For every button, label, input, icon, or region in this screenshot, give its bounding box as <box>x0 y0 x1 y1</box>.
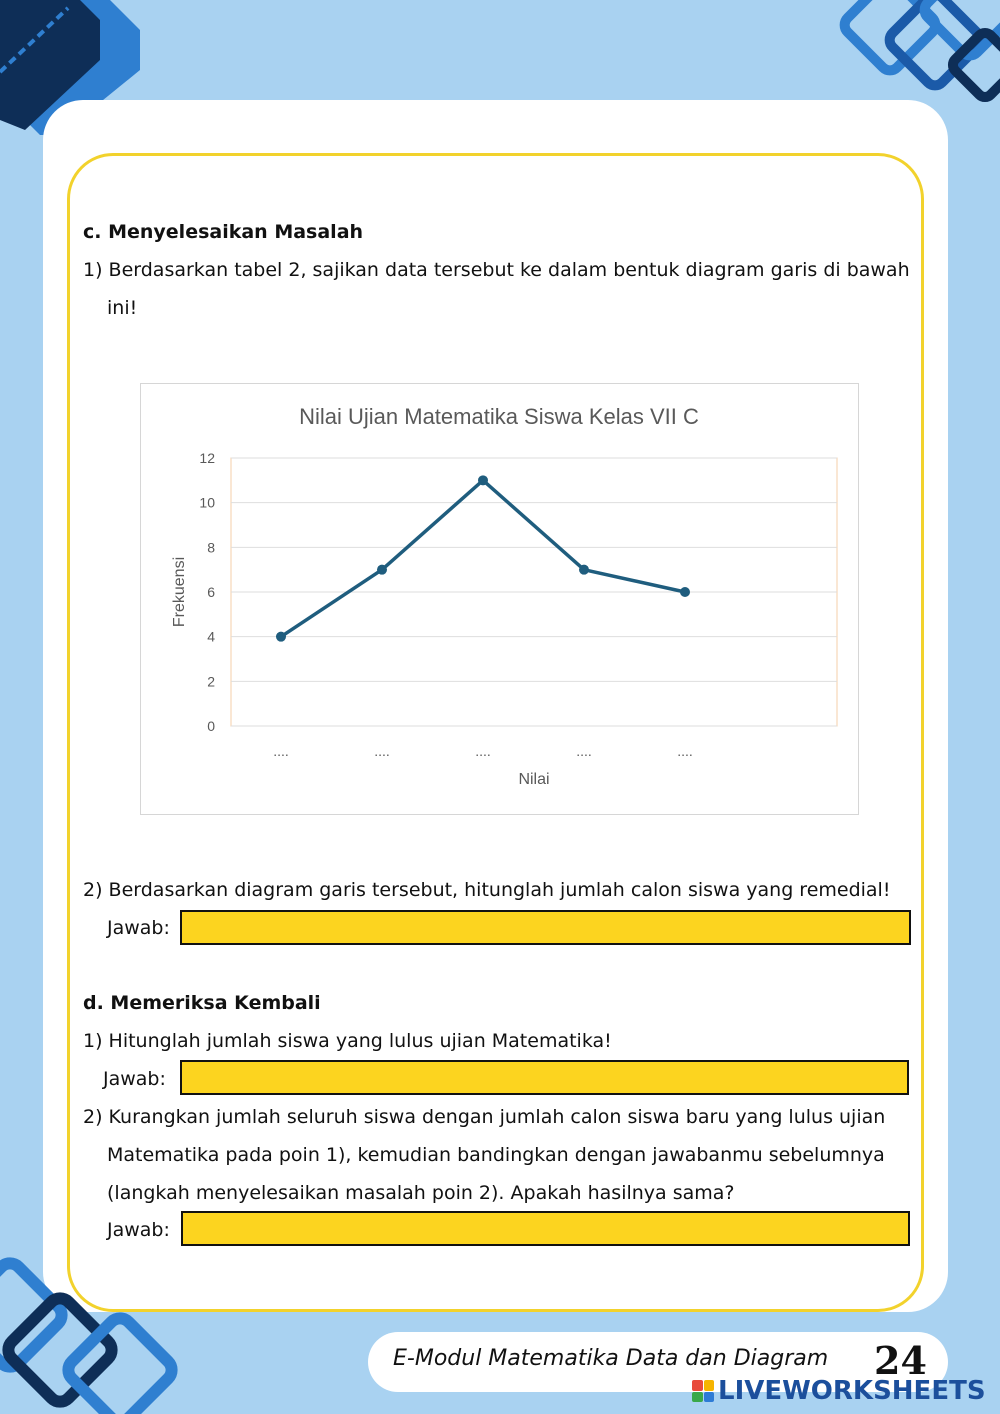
section-d-heading: d. Memeriksa Kembali <box>83 992 321 1014</box>
chart-y-tick-label: 0 <box>207 718 215 734</box>
section-c-heading: c. Menyelesaikan Masalah <box>83 221 364 243</box>
chart-x-tick-label: .... <box>576 743 592 759</box>
answer-box-d1[interactable] <box>180 1060 909 1095</box>
chart-x-tick-label: .... <box>475 743 491 759</box>
answer-label-d1: Jawab: <box>103 1068 166 1090</box>
question-c1-line1: 1) Berdasarkan tabel 2, sajikan data tersebut ke dalam bentuk diagram garis di bawah <box>83 259 910 281</box>
question-d2-line1: 2) Kurangkan jumlah seluruh siswa dengan jumlah calon siswa baru yang lulus ujian <box>83 1106 886 1128</box>
chart-y-tick-label: 6 <box>207 584 215 600</box>
page-number: 24 <box>874 1338 927 1383</box>
chart-data-point <box>680 587 690 597</box>
liveworksheets-logo-icon <box>692 1380 714 1402</box>
question-d1: 1) Hitunglah jumlah siswa yang lulus ujian Matematika! <box>83 1030 612 1052</box>
chart-y-tick-label: 8 <box>207 539 215 556</box>
question-c1-line2: ini! <box>107 297 138 319</box>
chart-series-line <box>281 480 685 636</box>
chart-title: Nilai Ujian Matematika Siswa Kelas VII C <box>299 404 699 429</box>
chart-data-point <box>478 475 488 485</box>
footer-module-title: E-Modul Matematika Data dan Diagram <box>393 1346 829 1371</box>
chart-y-tick-label: 2 <box>207 673 215 690</box>
chart-data-point <box>276 632 286 642</box>
question-d2-line2: Matematika pada poin 1), kemudian bandingkan dengan jawabanmu sebelumnya <box>107 1144 885 1166</box>
line-chart-svg <box>141 384 857 813</box>
chart-x-tick-label: .... <box>677 743 693 759</box>
chart-y-tick-label: 10 <box>199 494 215 511</box>
chart-y-tick-label: 12 <box>199 450 215 466</box>
liveworksheets-text: LIVEWORKSHEETS <box>718 1376 986 1406</box>
chart-data-point <box>377 565 387 575</box>
chart-y-tick-label: 4 <box>207 628 215 645</box>
chart-x-axis-label: Nilai <box>518 771 550 788</box>
line-chart <box>140 383 859 815</box>
chart-x-tick-label: .... <box>273 743 289 759</box>
answer-box-c2[interactable] <box>180 910 911 945</box>
question-c2: 2) Berdasarkan diagram garis tersebut, hitunglah jumlah calon siswa yang remedial! <box>83 879 891 901</box>
chart-y-axis-label: Frekuensi <box>171 556 188 628</box>
chart-data-point <box>579 565 589 575</box>
chart-x-tick-label: .... <box>374 743 390 759</box>
answer-box-d2[interactable] <box>181 1211 910 1246</box>
answer-label-c2: Jawab: <box>107 917 170 939</box>
question-d2-line3: (langkah menyelesaikan masalah poin 2). Apakah hasilnya sama? <box>107 1182 735 1204</box>
liveworksheets-watermark <box>692 1374 986 1408</box>
answer-label-d2: Jawab: <box>107 1219 170 1241</box>
